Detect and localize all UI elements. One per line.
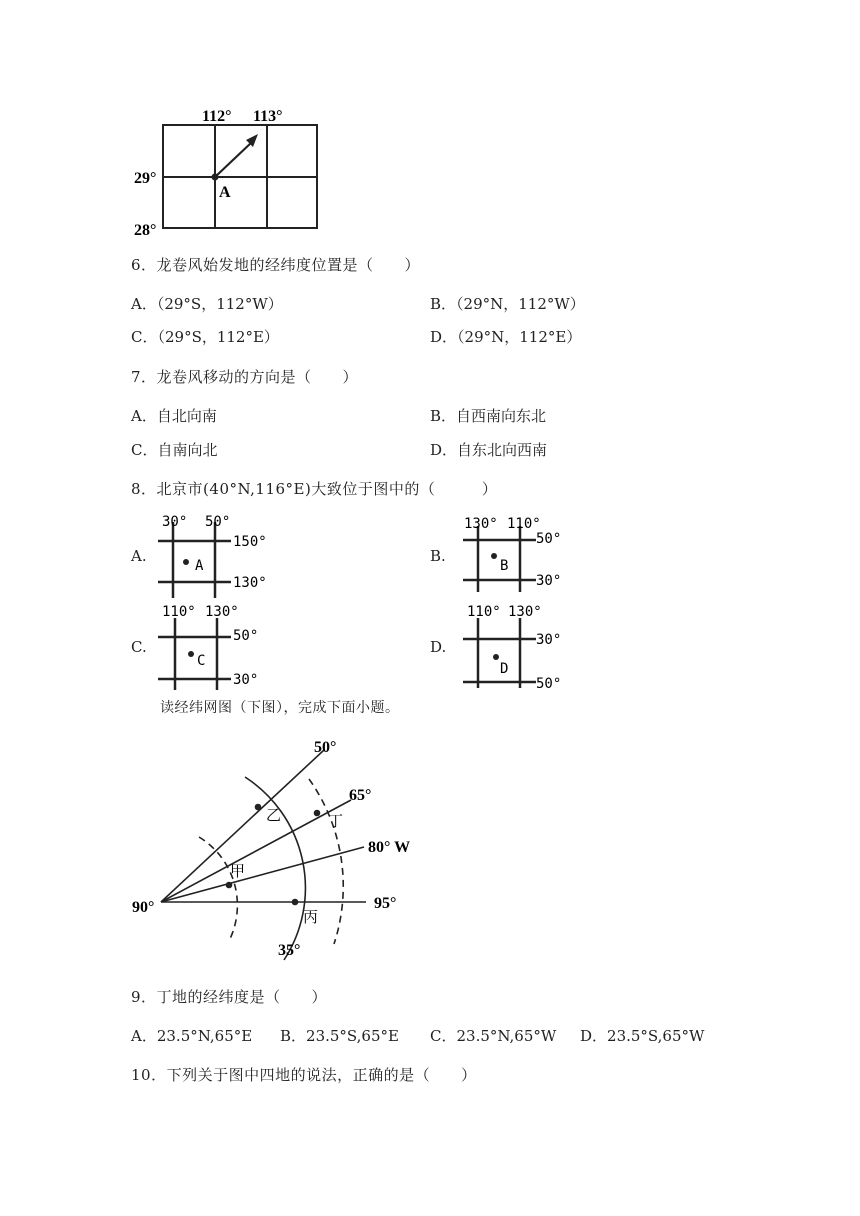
grid-b-top-left: 130° bbox=[464, 516, 498, 532]
meridian-65-label: 65° bbox=[349, 787, 372, 804]
grid-b-right-top: 50° bbox=[536, 531, 562, 547]
q8-option-a-label[interactable]: A. bbox=[131, 547, 147, 565]
point-marker bbox=[183, 559, 189, 565]
grid-b-top-right: 110° bbox=[507, 516, 541, 532]
q6-option-a[interactable]: A．（29°S，112°W） bbox=[131, 295, 283, 313]
grid-b-point-label: B bbox=[500, 558, 509, 574]
grid-a-top-left: 30° bbox=[162, 514, 188, 530]
grid-c-right-top: 50° bbox=[233, 628, 259, 644]
q8-option-b-label[interactable]: B. bbox=[430, 547, 446, 565]
grid-d-right-top: 30° bbox=[536, 632, 562, 648]
latitude-35-label: 35° bbox=[278, 942, 301, 959]
bing-label: 丙 bbox=[303, 910, 319, 926]
point-marker bbox=[188, 651, 194, 657]
pole-90-label: 90° bbox=[132, 899, 155, 916]
q8-grid-d[interactable] bbox=[460, 600, 590, 692]
bing-point bbox=[292, 899, 299, 906]
lon-113-label: 113° bbox=[253, 108, 283, 125]
grid-c-top-right: 130° bbox=[205, 604, 239, 620]
q7-option-b[interactable]: B．自西南向东北 bbox=[430, 407, 547, 425]
q6-option-c[interactable]: C．（29°S，112°E） bbox=[131, 328, 279, 346]
jia-label: 甲 bbox=[230, 864, 246, 880]
q6-stem: 6．龙卷风始发地的经纬度位置是（ ） bbox=[131, 256, 421, 274]
ding-point bbox=[314, 810, 321, 817]
grid-a-right-top: 150° bbox=[233, 534, 267, 550]
polar-graticule-figure bbox=[128, 730, 428, 965]
q9-option-c[interactable]: C．23.5°N,65°W bbox=[430, 1027, 557, 1045]
q9-stem: 9．丁地的经纬度是（ ） bbox=[131, 988, 328, 1006]
lon-112-label: 112° bbox=[202, 108, 232, 125]
q6-option-d[interactable]: D．（29°N，112°E） bbox=[430, 328, 582, 346]
q7-stem: 7．龙卷风移动的方向是（ ） bbox=[131, 368, 359, 386]
point-a-label: A bbox=[219, 184, 231, 201]
grid-a-point-label: A bbox=[195, 558, 204, 574]
jia-point bbox=[226, 882, 233, 889]
intro-text: 读经纬网图（下图），完成下面小题。 bbox=[160, 700, 400, 716]
point-marker bbox=[491, 553, 497, 559]
yi-point bbox=[255, 804, 262, 811]
q8-option-d-label[interactable]: D. bbox=[430, 638, 447, 656]
point-marker bbox=[493, 654, 499, 660]
grid-d-right-bottom: 50° bbox=[536, 676, 562, 692]
q8-option-c-label[interactable]: C. bbox=[131, 638, 147, 656]
q7-option-c[interactable]: C．自南向北 bbox=[131, 441, 218, 459]
lat-29-label: 29° bbox=[134, 170, 157, 187]
grid-c-point-label: C bbox=[197, 653, 206, 669]
q7-option-d[interactable]: D．自东北向西南 bbox=[430, 441, 548, 459]
grid-d-top-left: 110° bbox=[467, 604, 501, 620]
q6-option-b[interactable]: B．（29°N，112°W） bbox=[430, 295, 585, 313]
grid-c-right-bottom: 30° bbox=[233, 672, 259, 688]
grid-a-top-right: 50° bbox=[205, 514, 231, 530]
grid-d-top-right: 130° bbox=[508, 604, 542, 620]
q8-grid-a[interactable] bbox=[155, 510, 285, 600]
tornado-grid-figure bbox=[128, 100, 328, 240]
meridian-80w-label: 80° W bbox=[368, 839, 411, 856]
grid-b-right-bottom: 30° bbox=[536, 573, 562, 589]
grid-d-point-label: D bbox=[500, 661, 509, 677]
q8-grid-c[interactable] bbox=[155, 600, 285, 692]
ding-label: 丁 bbox=[328, 814, 344, 830]
q10-stem: 10．下列关于图中四地的说法，正确的是（ ） bbox=[131, 1066, 477, 1084]
grid-c-top-left: 110° bbox=[162, 604, 196, 620]
q7-option-a[interactable]: A．自北向南 bbox=[131, 407, 217, 425]
point-a-marker bbox=[212, 174, 219, 181]
meridian-95-label: 95° bbox=[374, 895, 397, 912]
q8-stem: 8．北京市(40°N,116°E)大致位于图中的（ ） bbox=[131, 480, 498, 498]
q8-grid-b[interactable] bbox=[460, 512, 590, 592]
q9-option-d[interactable]: D．23.5°S,65°W bbox=[580, 1027, 705, 1045]
meridian-50-label: 50° bbox=[314, 739, 337, 756]
yi-label: 乙 bbox=[266, 808, 282, 824]
q9-option-a[interactable]: A．23.5°N,65°E bbox=[131, 1027, 253, 1045]
q9-option-b[interactable]: B．23.5°S,65°E bbox=[280, 1027, 399, 1045]
grid-a-right-bottom: 130° bbox=[233, 575, 267, 591]
lat-28-label: 28° bbox=[134, 222, 157, 239]
